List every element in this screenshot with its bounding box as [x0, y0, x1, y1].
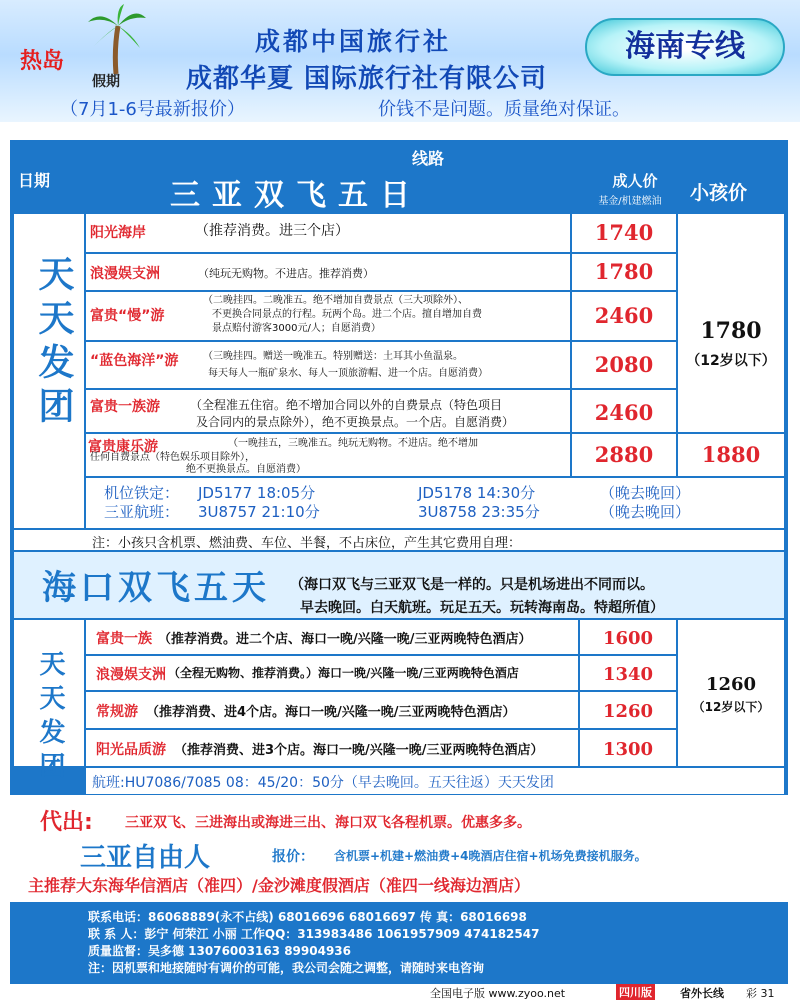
child-price: 1260 — [705, 674, 757, 695]
flight-label: 三亚航班： — [104, 503, 180, 521]
hainan-line-badge: 海南专线 — [585, 18, 785, 76]
footer-section: 省外长线 — [680, 987, 724, 1000]
tour-desc-line: 不更换合同景点的行程。玩两个岛。进二个店。擅自增加自费 — [212, 309, 482, 320]
contact-panel — [10, 902, 788, 984]
tour-desc-line: 及合同内的景点除外），绝不更换景点。一个店。自愿消费） — [196, 415, 515, 429]
adult-price: 1300 — [602, 739, 654, 760]
adult-price-header: 成人价 — [612, 172, 658, 190]
company-name-2: 成都华夏 国际旅行社有限公司 — [186, 64, 548, 94]
header-banner — [0, 0, 800, 122]
page-footer — [0, 984, 800, 1000]
sanya-product-title: 三亚双飞五日 — [170, 178, 422, 213]
hotel-recommendation: 主推荐大东海华信酒店（准四）/金沙滩度假酒店（准四一线海边酒店） — [28, 876, 530, 895]
flight-note: （晚去晚回） — [600, 503, 691, 521]
tour-desc: （推荐消费、进4个店。海口一晚/兴隆一晚/三亚两晚特色酒店） — [146, 705, 516, 720]
adult-price-subheader: 基金/机建燃油 — [598, 196, 662, 207]
adult-price: 2460 — [594, 303, 654, 328]
tour-desc-line: （一晚挂五，三晚准五。纯玩无购物。不进店。绝不增加 — [228, 438, 478, 449]
child-age-note: （12岁以下） — [686, 353, 776, 369]
footer-page: 彩 31 — [746, 987, 775, 1000]
adult-price: 1600 — [602, 628, 654, 649]
haikou-title: 海口双飞五天 — [42, 568, 270, 608]
child-policy-note: 注：小孩只含机票、燃油费、车位、半餐，不占床位，产生其它费用自理： — [92, 536, 522, 551]
flight-back: 3U8758 23:35分 — [418, 503, 540, 521]
adult-price: 2080 — [594, 352, 654, 377]
tour-name: 富贵康乐游 — [88, 439, 158, 455]
brand-logo-text: 热岛 — [20, 49, 65, 74]
disclaimer: 注：因机票和地接随时有调价的可能，我公司会随之调整，请随时来电咨询 — [88, 961, 485, 975]
tour-desc: （推荐消费、进3个店。海口一晚/兴隆一晚/三亚两晚特色酒店） — [174, 743, 544, 758]
adult-price: 1260 — [602, 701, 654, 722]
child-age-note: （12岁以下） — [692, 700, 770, 714]
haikou-desc-line: 早去晚回。白天航班。玩足五天。玩转海南岛。特超所值） — [300, 600, 664, 616]
tour-desc-line: 绝不更换景点。自愿消费） — [186, 464, 306, 475]
tour-name: 浪漫娱支洲 — [90, 266, 160, 282]
sanya-schedule: 天天发团 — [33, 255, 74, 431]
free-travel-text: 含机票+机建+燃油费+4晚酒店住宿+机场免费接机服务。 — [334, 849, 647, 863]
adult-price: 1340 — [602, 664, 654, 685]
tour-desc-line: 每天每人一瓶矿泉水、每人一顶旅游帽、进一个店。自愿消费） — [208, 368, 488, 379]
tour-name: “蓝色海洋”游 — [90, 353, 179, 369]
contact-people: 联 系 人：彭宁 何荣江 小丽 工作QQ：313983486 1061957909 474182547 — [88, 927, 540, 941]
company-name-1: 成都中国旅行社 — [255, 27, 452, 56]
agency-ticket-text: 三亚双飞、三进海出或海进三出、海口双飞各程机票。优惠多多。 — [125, 815, 531, 831]
contact-phone: 联系电话：86068889(永不占线) 68016696 68016697 传 真：68016698 — [88, 910, 527, 924]
tour-desc-line: 任何自费景点（特色娱乐项目除外）， — [90, 452, 255, 463]
tour-name: 浪漫娱支洲 — [96, 667, 166, 683]
free-travel-label: 报价： — [272, 849, 314, 865]
adult-price: 1740 — [594, 220, 654, 245]
tour-name: 富贵“慢”游 — [90, 308, 165, 324]
tour-desc-line: 景点赔付游客3000元/人；自愿消费） — [212, 323, 381, 334]
tour-name: 常规游 — [96, 704, 138, 720]
palm-tree-icon — [86, 4, 146, 74]
free-travel-title: 三亚自由人 — [80, 843, 211, 873]
flight-back: JD5178 14:30分 — [418, 484, 536, 502]
adult-price: 2880 — [594, 442, 654, 467]
quality-supervisor: 质量监督：吴多德 13076003163 89904936 — [88, 944, 351, 958]
child-price: 1780 — [700, 318, 762, 344]
tour-desc: （纯玩无购物。不进店。推荐消费） — [198, 267, 374, 280]
haikou-schedule: 天天发团 — [35, 650, 65, 786]
haikou-desc-line: （海口双飞与三亚双飞是一样的。只是机场进出不同而以。 — [290, 577, 654, 593]
tour-name: 阳光海岸 — [90, 225, 146, 241]
agency-ticket-label: 代出: — [40, 810, 93, 835]
flight-note: （晚去晚回） — [600, 484, 691, 502]
date-column-header: 日期 — [18, 171, 51, 190]
tour-desc: （推荐消费。进三个店） — [195, 223, 349, 239]
tour-desc-line: （二晚挂四。二晚准五。绝不增加自费景点（三大项除外）、 — [203, 295, 468, 306]
footer-site: 全国电子版 www.zyoo.net — [430, 987, 566, 1000]
flight-out: 3U8757 21:10分 — [198, 503, 320, 521]
adult-price: 2460 — [594, 400, 654, 425]
tour-desc-line: （全程准五住宿。绝不增加合同以外的自费景点（特色项目 — [190, 398, 503, 412]
tour-name: 富贵一族游 — [90, 399, 160, 415]
footer-edition: 四川版 — [616, 984, 655, 1000]
route-column-header: 线路 — [412, 149, 445, 168]
flight-label: 机位铁定： — [104, 484, 180, 502]
tour-desc-line: （三晚挂四。赠送一晚准五。特别赠送：土耳其小鱼温泉。 — [203, 351, 463, 362]
tour-name: 富贵一族 — [96, 631, 152, 647]
price-date-note: （7月1-6号最新报价） — [60, 99, 245, 120]
adult-price: 1780 — [594, 259, 654, 284]
slogan: 价钱不是问题。质量绝对保证。 — [378, 99, 630, 120]
child-price-header: 小孩价 — [690, 182, 748, 204]
tour-desc: （全程无购物、推荐消费。）海口一晚/兴隆一晚/三亚两晚特色酒店 — [168, 666, 519, 680]
flight-out: JD5177 18:05分 — [198, 484, 316, 502]
haikou-flight: 航班:HU7086/7085 08：45/20：50分（早去晚回。五天往返）天天发团 — [92, 775, 554, 791]
child-price: 1880 — [701, 442, 761, 467]
brand-logo-subtext: 假期 — [92, 74, 120, 90]
tour-desc: （推荐消费。进二个店、海口一晚/兴隆一晚/三亚两晚特色酒店） — [158, 632, 532, 647]
tour-name: 阳光品质游 — [96, 742, 166, 758]
